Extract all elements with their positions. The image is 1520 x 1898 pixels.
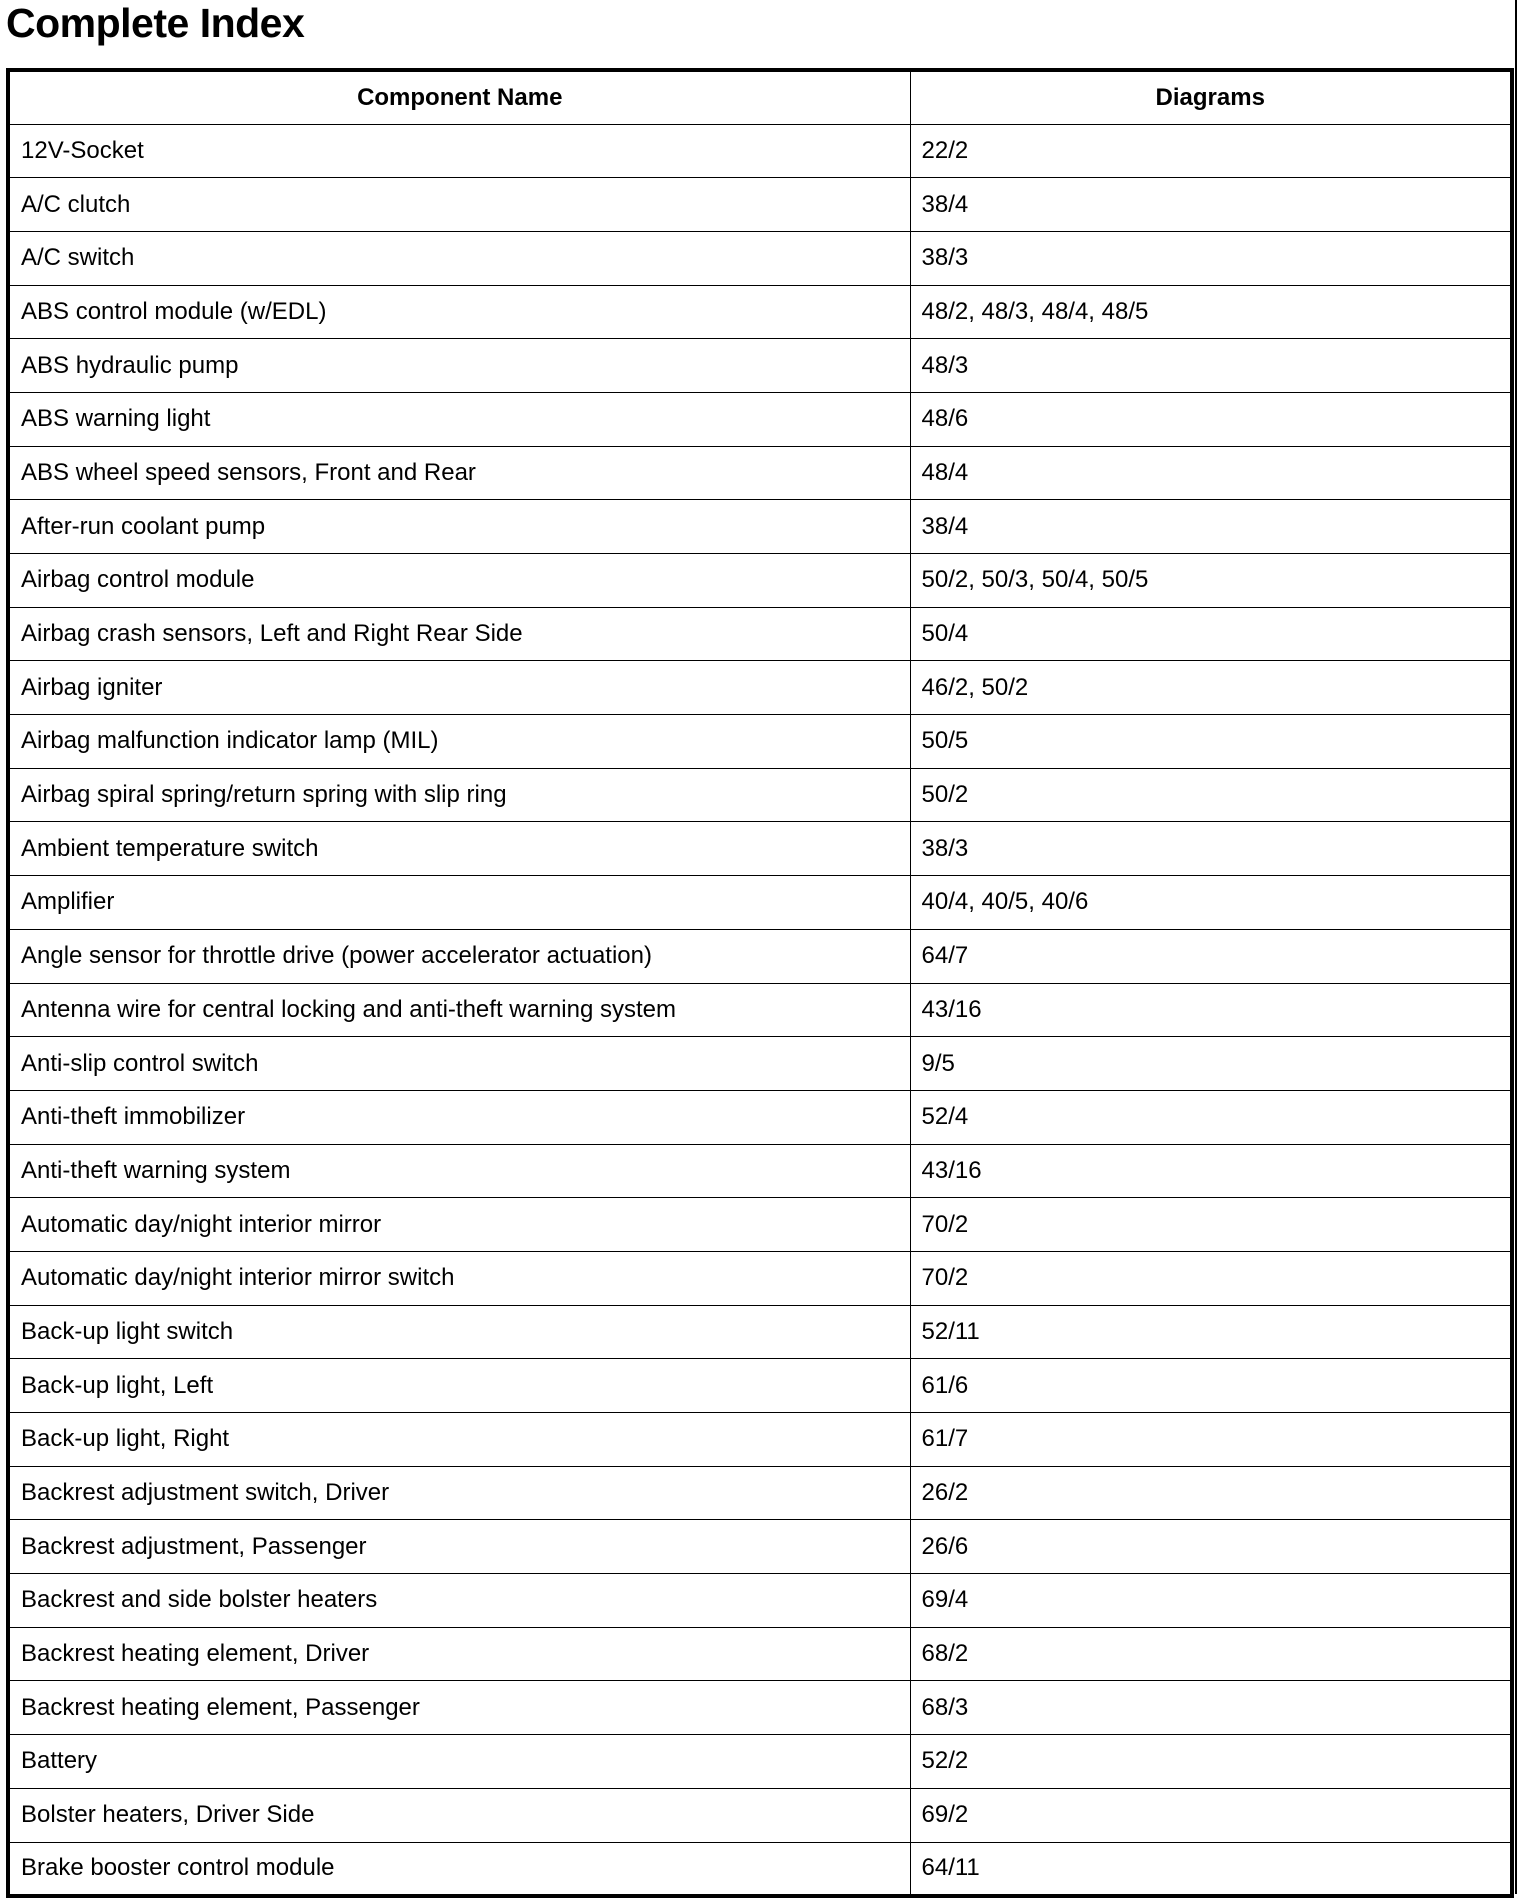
component-name-cell: Back-up light, Right [8,1413,910,1467]
diagrams-cell: 26/6 [910,1520,1512,1574]
table-row [8,1574,1512,1628]
diagrams-cell: 64/7 [910,929,1512,983]
table-row [8,285,1512,339]
diagrams-cell: 52/2 [910,1735,1512,1789]
diagrams-cell: 61/6 [910,1359,1512,1413]
table-row [8,1466,1512,1520]
component-name-cell: Amplifier [8,876,910,930]
diagrams-cell: 61/7 [910,1413,1512,1467]
diagrams-cell: 64/11 [910,1842,1512,1896]
component-name-cell: Anti-slip control switch [8,1037,910,1091]
component-name-cell: A/C switch [8,231,910,285]
component-name-cell: Ambient temperature switch [8,822,910,876]
table-row [8,1842,1512,1896]
table-row [8,1144,1512,1198]
diagrams-cell: 68/2 [910,1627,1512,1681]
diagrams-cell: 43/16 [910,983,1512,1037]
component-name-cell: Back-up light, Left [8,1359,910,1413]
table-row [8,554,1512,608]
diagrams-cell: 69/2 [910,1788,1512,1842]
table-row [8,1627,1512,1681]
component-name-cell: Battery [8,1735,910,1789]
table-row [8,231,1512,285]
component-name-cell: Airbag control module [8,554,910,608]
component-name-cell: ABS control module (w/EDL) [8,285,910,339]
component-name-cell: ABS wheel speed sensors, Front and Rear [8,446,910,500]
table-row [8,392,1512,446]
diagrams-cell: 52/4 [910,1090,1512,1144]
component-name-cell: After-run coolant pump [8,500,910,554]
diagrams-cell: 38/3 [910,231,1512,285]
header-diagrams: Diagrams [910,70,1512,124]
component-name-cell: A/C clutch [8,178,910,232]
component-name-cell: Anti-theft warning system [8,1144,910,1198]
table-row [8,822,1512,876]
page-right-border [1515,0,1517,1894]
component-name-cell: ABS warning light [8,392,910,446]
table-row [8,1198,1512,1252]
table-row [8,1251,1512,1305]
component-name-cell: Backrest heating element, Driver [8,1627,910,1681]
component-name-cell: Bolster heaters, Driver Side [8,1788,910,1842]
component-name-cell: ABS hydraulic pump [8,339,910,393]
table-row [8,1788,1512,1842]
table-row [8,178,1512,232]
table-header-row [8,70,1512,124]
diagrams-cell: 9/5 [910,1037,1512,1091]
diagrams-cell: 50/4 [910,607,1512,661]
table-row [8,983,1512,1037]
table-row [8,715,1512,769]
table-row [8,1681,1512,1735]
table-row [8,339,1512,393]
diagrams-cell: 43/16 [910,1144,1512,1198]
component-name-cell: Antenna wire for central locking and anti-theft warning system [8,983,910,1037]
component-name-cell: Airbag malfunction indicator lamp (MIL) [8,715,910,769]
diagrams-cell: 50/2 [910,768,1512,822]
component-name-cell: Angle sensor for throttle drive (power accelerator actuation) [8,929,910,983]
component-index-table [6,68,1514,1898]
table-row [8,446,1512,500]
component-name-cell: Brake booster control module [8,1842,910,1896]
table-row [8,1037,1512,1091]
diagrams-cell: 68/3 [910,1681,1512,1735]
header-component-name: Component Name [8,70,910,124]
component-name-cell: Automatic day/night interior mirror switch [8,1251,910,1305]
diagrams-cell: 70/2 [910,1198,1512,1252]
table-row [8,1090,1512,1144]
diagrams-cell: 50/5 [910,715,1512,769]
component-name-cell: Back-up light switch [8,1305,910,1359]
table-row [8,607,1512,661]
component-name-cell: Airbag igniter [8,661,910,715]
table-row [8,1359,1512,1413]
diagrams-cell: 22/2 [910,124,1512,178]
table-row [8,661,1512,715]
diagrams-cell: 38/3 [910,822,1512,876]
table-row [8,1735,1512,1789]
diagrams-cell: 48/4 [910,446,1512,500]
component-name-cell: Anti-theft immobilizer [8,1090,910,1144]
table-row [8,500,1512,554]
diagrams-cell: 46/2, 50/2 [910,661,1512,715]
page-title: Complete Index [6,0,305,46]
diagrams-cell: 50/2, 50/3, 50/4, 50/5 [910,554,1512,608]
component-name-cell: Backrest and side bolster heaters [8,1574,910,1628]
table-row [8,768,1512,822]
diagrams-cell: 38/4 [910,500,1512,554]
diagrams-cell: 48/6 [910,392,1512,446]
table-row [8,1520,1512,1574]
table-row [8,876,1512,930]
component-name-cell: Automatic day/night interior mirror [8,1198,910,1252]
diagrams-cell: 48/2, 48/3, 48/4, 48/5 [910,285,1512,339]
diagrams-cell: 40/4, 40/5, 40/6 [910,876,1512,930]
component-name-cell: Airbag spiral spring/return spring with slip ring [8,768,910,822]
table-row [8,1305,1512,1359]
table-row [8,1413,1512,1467]
diagrams-cell: 70/2 [910,1251,1512,1305]
component-name-cell: Backrest adjustment, Passenger [8,1520,910,1574]
diagrams-cell: 26/2 [910,1466,1512,1520]
component-name-cell: Airbag crash sensors, Left and Right Rear Side [8,607,910,661]
diagrams-cell: 38/4 [910,178,1512,232]
diagrams-cell: 48/3 [910,339,1512,393]
component-name-cell: 12V-Socket [8,124,910,178]
diagrams-cell: 69/4 [910,1574,1512,1628]
diagrams-cell: 52/11 [910,1305,1512,1359]
component-name-cell: Backrest adjustment switch, Driver [8,1466,910,1520]
component-name-cell: Backrest heating element, Passenger [8,1681,910,1735]
table-row [8,124,1512,178]
table-row [8,929,1512,983]
